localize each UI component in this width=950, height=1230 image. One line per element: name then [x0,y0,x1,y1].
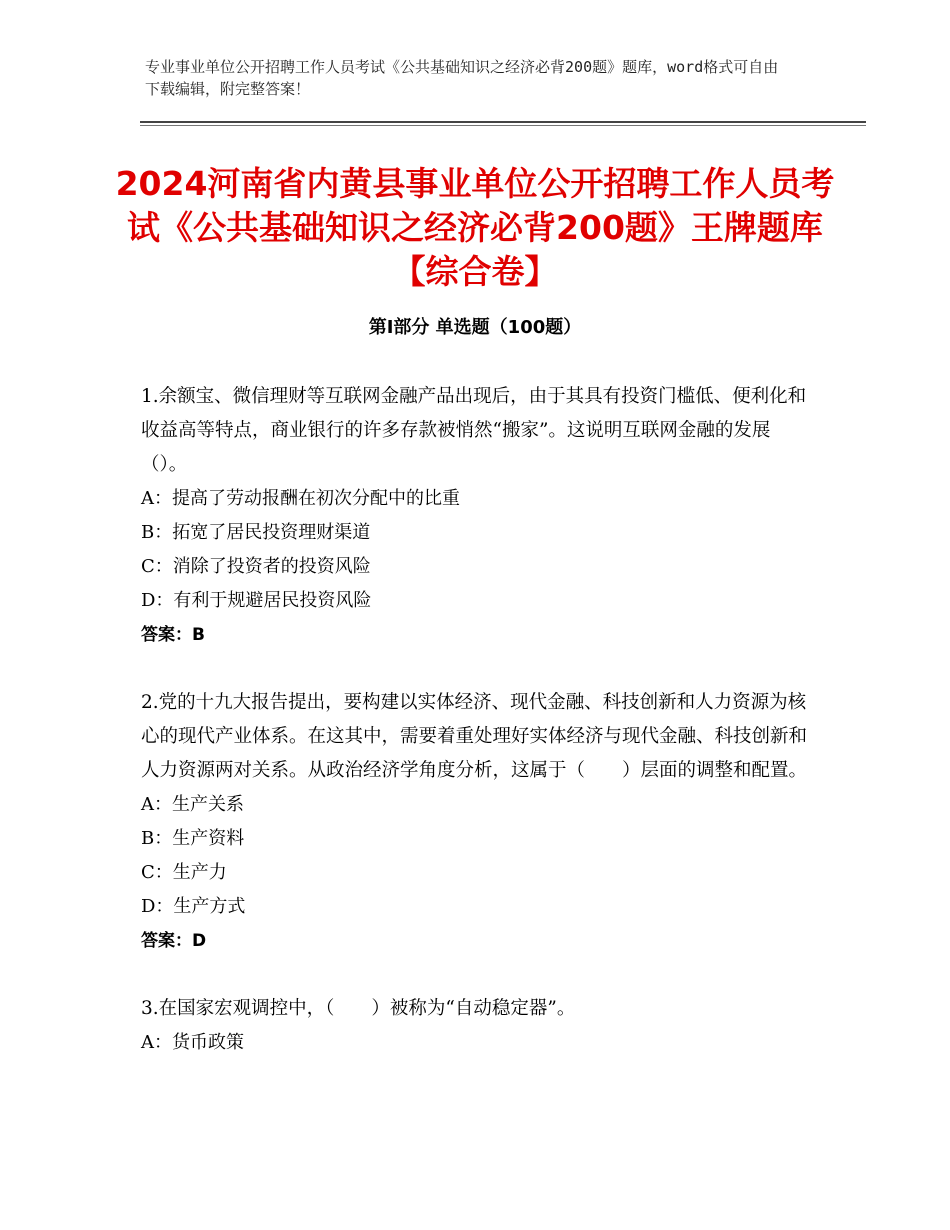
answer-label: 答案：B [141,625,205,645]
section-heading: 第Ⅰ部分 单选题（100题） [368,317,582,338]
question-list [141,380,811,1094]
document-title: 2024河南省内黄县事业单位公开招聘工作人员考试《公共基础知识之经济必背200题》王牌题库【综合卷】 [115,164,835,291]
question-2 [141,686,811,958]
option-b: B：生产资料 [141,828,245,849]
option-d: D：生产方式 [141,896,246,917]
option-c: C：消除了投资者的投资风险 [141,556,371,577]
question-3 [141,992,811,1060]
option-a: A：货币政策 [141,1032,244,1053]
option-b: B：拓宽了居民投资理财渠道 [141,522,371,543]
option-a: A：生产关系 [141,794,244,815]
question-text: 1.余额宝、微信理财等互联网金融产品出现后，由于其具有投资门槛低、便利化和收益高等特点，商业银行的许多存款被悄然“搬家”。这说明互联网金融的发展（）。 [141,386,807,475]
answer-label: 答案：D [141,931,207,951]
option-c: C：生产力 [141,862,227,883]
header-note: 专业事业单位公开招聘工作人员考试《公共基础知识之经济必背200题》题库，word格式可自由下载编辑，附完整答案！ [145,58,779,98]
question-1 [141,380,811,652]
header-divider-thick [140,121,866,123]
header-divider-thin [140,125,866,126]
question-text: 2.党的十九大报告提出，要构建以实体经济、现代金融、科技创新和人力资源为核心的现代产业体系。在这其中，需要着重处理好实体经济与现代金融、科技创新和人力资源两对关系。从政治经济学角度分析，这属于（ ）层面的调整和配置。 [141,692,808,781]
option-a: A：提高了劳动报酬在初次分配中的比重 [141,488,460,509]
option-d: D：有利于规避居民投资风险 [141,590,372,611]
question-text: 3.在国家宏观调控中，（ ）被称为“自动稳定器”。 [141,998,576,1019]
